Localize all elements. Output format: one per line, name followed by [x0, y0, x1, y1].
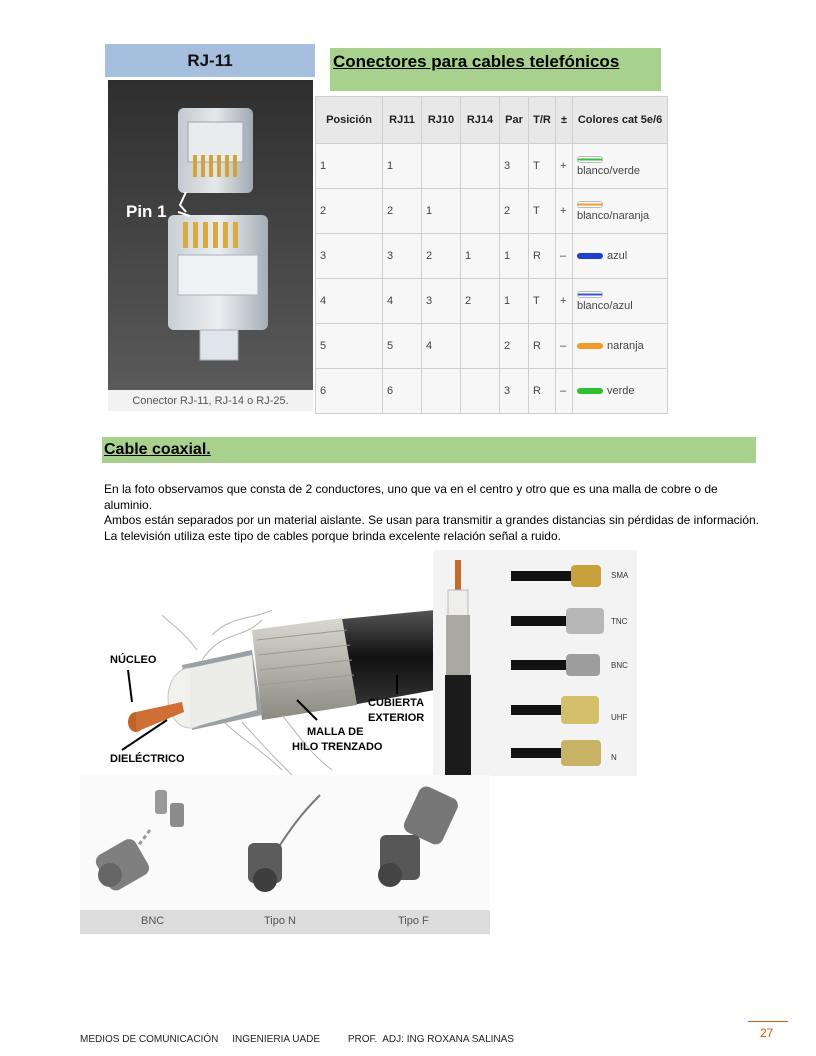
wire-color-swatch: [577, 343, 603, 349]
wire-color-label: blanco/verde: [577, 164, 640, 177]
col-header-rj11: RJ11: [383, 97, 422, 144]
paragraph-line: Ambos están separados por un material aislante. Se usan para transmitir a grandes distancias sin pérdidas de información. La televisión utiliza este tipo de cables porque brinda excelente relación señal a ruido.: [104, 513, 760, 543]
table-cell-pos: 2: [316, 189, 383, 234]
table-cell-pm: –: [556, 369, 573, 414]
page-number-rule: [748, 1021, 788, 1022]
table-cell-rj10: 3: [422, 279, 461, 324]
wire-color-label: verde: [607, 385, 635, 397]
table-cell-color: [573, 234, 668, 279]
rj11-caption: Conector RJ-11, RJ-14 o RJ-25.: [108, 390, 313, 411]
wire-color-swatch: [577, 388, 603, 394]
page-footer: MEDIOS DE COMUNICACIÓN INGENIERIA UADE PROF. ADJ: ING ROXANA SALINAS: [80, 1034, 514, 1045]
table-cell-rj11: 6: [383, 369, 422, 414]
connector-label: BNC: [611, 661, 628, 670]
table-cell-tr: R: [529, 234, 556, 279]
table-cell-rj10: 2: [422, 234, 461, 279]
rj11-connector-photo: [108, 80, 313, 390]
page-number: 27: [760, 1026, 774, 1040]
rj11-photo-header: RJ-11: [105, 44, 315, 77]
table-cell-pos: 4: [316, 279, 383, 324]
table-cell-par: 3: [500, 144, 529, 189]
wire-color-swatch: [577, 156, 603, 163]
bottom-connector-label: Tipo F: [398, 915, 429, 927]
coax-connectors-photo: [433, 550, 637, 776]
table-row: [316, 234, 668, 279]
table-cell-par: 3: [500, 369, 529, 414]
table-cell-pm: +: [556, 279, 573, 324]
col-header-posicion: Posición: [316, 97, 383, 144]
table-cell-par: 1: [500, 234, 529, 279]
table-cell-rj10: 1: [422, 189, 461, 234]
label-nucleo: NÚCLEO: [110, 654, 157, 666]
table-cell-rj14: 1: [461, 234, 500, 279]
table-cell-pm: +: [556, 189, 573, 234]
label-malla-1: MALLA DE: [307, 726, 364, 738]
table-cell-pm: –: [556, 324, 573, 369]
table-cell-color: [573, 144, 668, 189]
table-cell-rj10: 4: [422, 324, 461, 369]
table-row: [316, 369, 668, 414]
table-row: [316, 324, 668, 369]
wire-color-label: azul: [607, 250, 628, 262]
table-cell-pm: –: [556, 234, 573, 279]
col-header-par: Par: [500, 97, 529, 144]
table-cell-rj11: 1: [383, 144, 422, 189]
table-row: [316, 144, 668, 189]
connector-label: TNC: [611, 617, 628, 626]
bottom-connector-label: BNC: [141, 915, 165, 927]
table-cell-pos: 5: [316, 324, 383, 369]
wire-color-swatch: [577, 201, 603, 208]
bottom-connector-label: Tipo N: [264, 915, 296, 927]
table-cell-rj11: 4: [383, 279, 422, 324]
table-cell-pos: 1: [316, 144, 383, 189]
table-cell-tr: T: [529, 144, 556, 189]
label-malla-2: HILO TRENZADO: [292, 741, 383, 753]
col-header-rj10: RJ10: [422, 97, 461, 144]
table-cell-color: [573, 369, 668, 414]
table-cell-tr: R: [529, 324, 556, 369]
coax-section-title: Cable coaxial.: [104, 441, 211, 458]
table-cell-tr: T: [529, 279, 556, 324]
coax-cutaway-diagram: [102, 610, 435, 775]
table-cell-rj14: [461, 324, 500, 369]
table-cell-rj14: 2: [461, 279, 500, 324]
table-cell-rj14: [461, 189, 500, 234]
col-header-rj14: RJ14: [461, 97, 500, 144]
table-cell-par: 1: [500, 279, 529, 324]
table-cell-pos: 6: [316, 369, 383, 414]
connector-label: UHF: [611, 713, 628, 722]
paragraph-line: En la foto observamos que consta de 2 conductores, uno que va en el centro y otro que es una malla de cobre o de aluminio.: [104, 482, 718, 512]
table-cell-rj11: 5: [383, 324, 422, 369]
table-row: [316, 279, 668, 324]
table-cell-rj10: [422, 144, 461, 189]
table-cell-tr: T: [529, 189, 556, 234]
pinout-table: [315, 96, 668, 414]
table-cell-par: 2: [500, 189, 529, 234]
table-cell-rj10: [422, 369, 461, 414]
table-cell-color: [573, 189, 668, 234]
table-cell-par: 2: [500, 324, 529, 369]
label-dielectrico: DIELÉCTRICO: [110, 753, 185, 765]
connector-label: SMA: [611, 571, 629, 580]
coax-description: [104, 482, 764, 544]
pin1-label: Pin 1: [126, 202, 167, 221]
wire-color-label: blanco/azul: [577, 299, 633, 312]
wire-color-swatch: [577, 253, 603, 259]
connector-label: N: [611, 753, 617, 762]
table-cell-pos: 3: [316, 234, 383, 279]
table-cell-rj11: 3: [383, 234, 422, 279]
table-cell-color: [573, 324, 668, 369]
table-row: [316, 189, 668, 234]
table-cell-rj14: [461, 144, 500, 189]
table-cell-pm: +: [556, 144, 573, 189]
wire-color-label: naranja: [607, 340, 644, 352]
label-cubierta-2: EXTERIOR: [368, 712, 425, 724]
table-cell-color: [573, 279, 668, 324]
table-cell-rj14: [461, 369, 500, 414]
wire-color-swatch: [577, 291, 603, 298]
table-cell-tr: R: [529, 369, 556, 414]
col-header-polarity: ±: [556, 97, 573, 144]
section-title: Conectores para cables telefónicos: [333, 52, 620, 71]
wire-color-label: blanco/naranja: [577, 209, 650, 222]
table-cell-rj11: 2: [383, 189, 422, 234]
col-header-tr: T/R: [529, 97, 556, 144]
label-cubierta-1: CUBIERTA: [368, 697, 425, 709]
col-header-colores: Colores cat 5e/6: [573, 97, 668, 144]
